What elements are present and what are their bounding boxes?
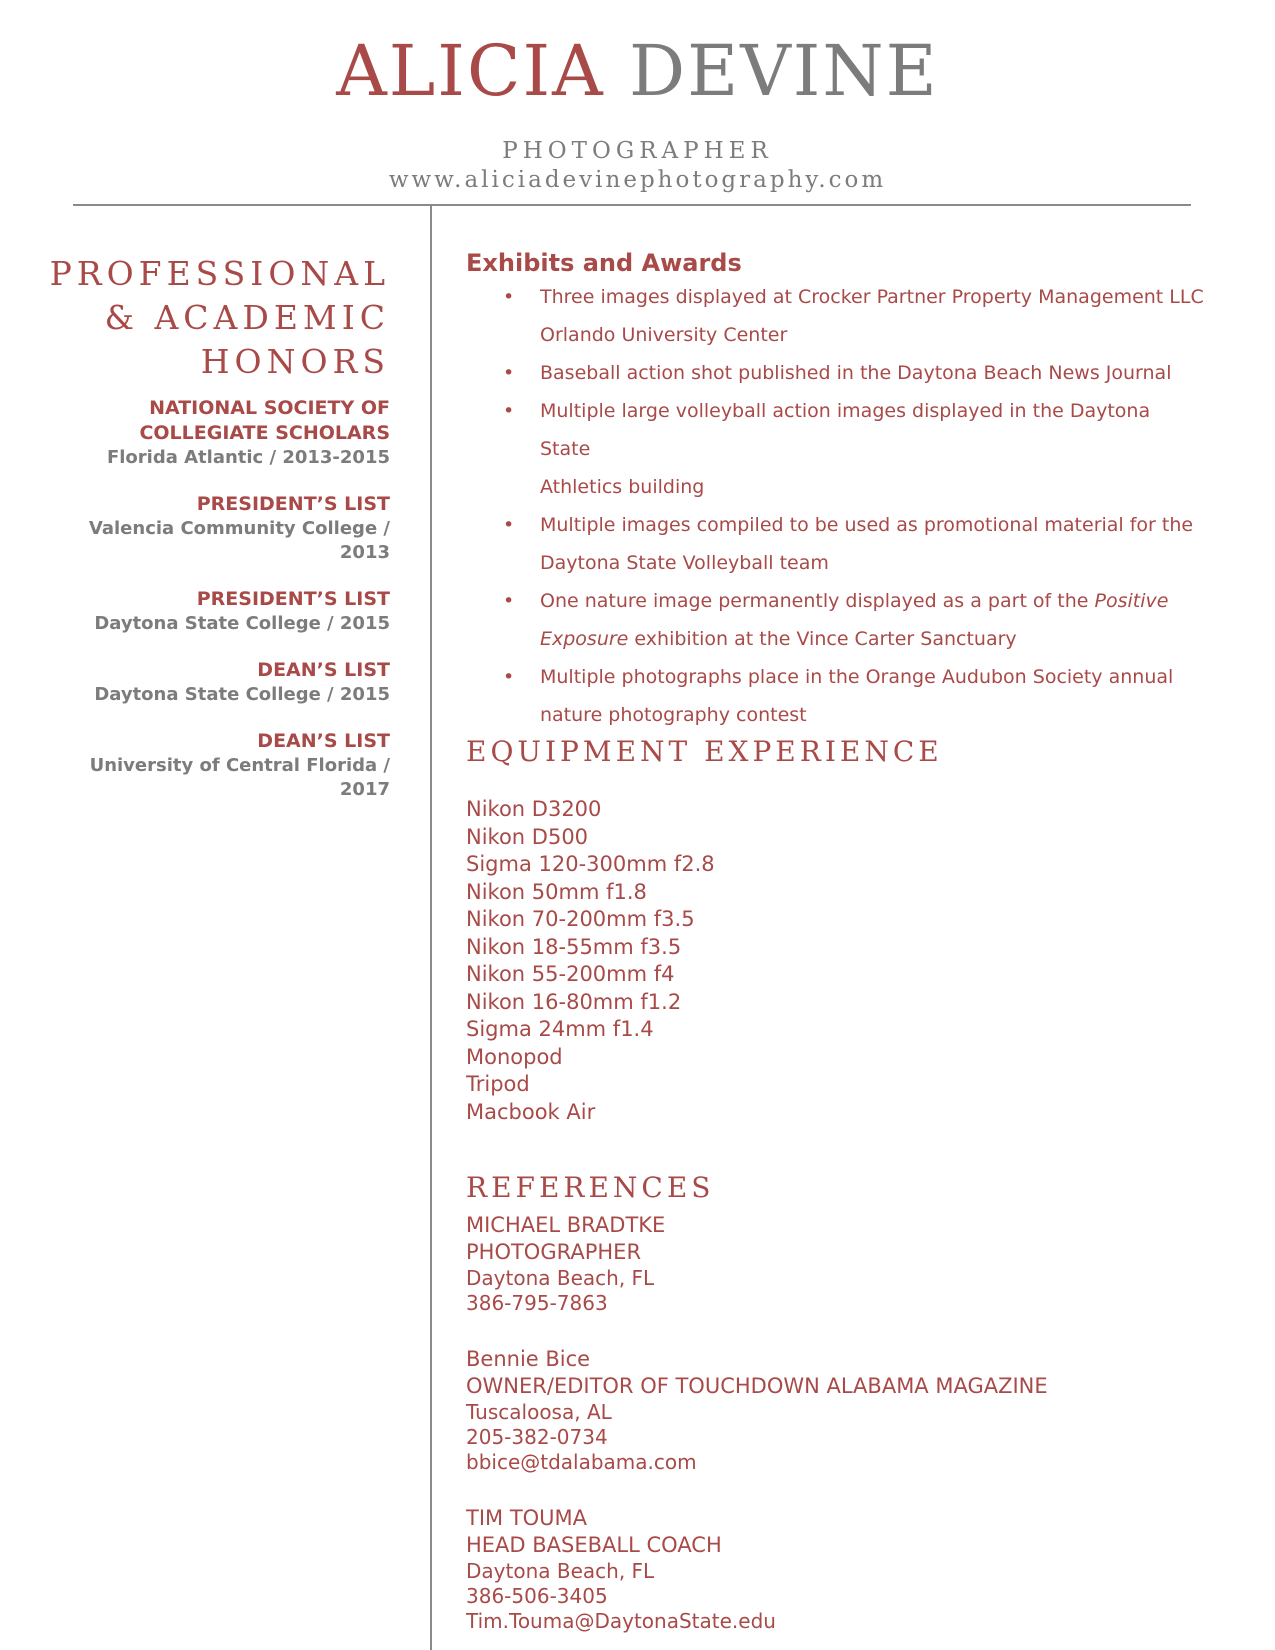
list-item: Nikon 70-200mm f3.5 bbox=[466, 907, 695, 931]
honor-item bbox=[40, 396, 390, 470]
bullet-icon: • bbox=[503, 400, 515, 422]
reference-role: OWNER/EDITOR OF TOUCHDOWN ALABAMA MAGAZINE bbox=[466, 1374, 1048, 1398]
reference-name: TIM TOUMA bbox=[466, 1506, 588, 1530]
honor-title: NATIONAL SOCIETY OF COLLEGIATE SCHOLARS bbox=[139, 397, 390, 444]
honor-title: PRESIDENT’S LIST bbox=[196, 493, 390, 515]
reference-entry bbox=[466, 1212, 1206, 1316]
honor-item bbox=[40, 492, 390, 565]
honor-detail: Daytona State College / 2015 bbox=[94, 613, 390, 634]
bullet-icon: • bbox=[503, 362, 515, 384]
reference-name: MICHAEL BRADTKE bbox=[466, 1213, 666, 1237]
reference-location: Daytona Beach, FL bbox=[466, 1266, 655, 1290]
references-heading: REFERENCES bbox=[466, 1171, 715, 1204]
honor-title: DEAN’S LIST bbox=[257, 730, 390, 752]
list-item: Macbook Air bbox=[466, 1099, 596, 1124]
exhibition-title: Positive bbox=[1094, 590, 1169, 612]
header-divider bbox=[73, 204, 1191, 206]
honor-detail: Florida Atlantic / 2013-2015 bbox=[106, 447, 390, 468]
list-item: • One nature image permanently displayed as a part of the Positive Exposure exhibition at the Vince Carter Sanctuary bbox=[466, 582, 1206, 658]
honor-item bbox=[40, 729, 390, 802]
honor-detail: Valencia Community College / 2013 bbox=[88, 518, 390, 563]
list-item: Sigma 24mm f1.4 bbox=[466, 1017, 654, 1041]
last-name: DEVINE bbox=[628, 30, 939, 112]
list-item: • Multiple photographs place in the Orange Audubon Society annual nature photography contest bbox=[466, 658, 1206, 734]
reference-phone: 386-795-7863 bbox=[466, 1291, 608, 1315]
list-item: Nikon 50mm f1.8 bbox=[466, 879, 647, 904]
honor-detail: Daytona State College / 2015 bbox=[94, 684, 390, 705]
bullet-icon: • bbox=[503, 514, 515, 536]
reference-location: Tuscaloosa, AL bbox=[466, 1400, 612, 1424]
list-item: Nikon D500 bbox=[466, 824, 589, 849]
reference-email[interactable]: bbice@tdalabama.com bbox=[466, 1450, 697, 1474]
reference-role: HEAD BASEBALL COACH bbox=[466, 1533, 722, 1557]
honor-item bbox=[40, 658, 390, 707]
bullet-icon: • bbox=[503, 666, 515, 688]
honor-title: DEAN’S LIST bbox=[257, 659, 390, 681]
list-item: • Multiple images compiled to be used as promotional material for the Daytona State Volleyball team bbox=[466, 506, 1206, 582]
reference-name: Bennie Bice bbox=[466, 1347, 591, 1371]
list-item: • Multiple large volleyball action images displayed in the Daytona State Athletics building bbox=[466, 392, 1206, 506]
honors-heading: PROFESSIONAL & ACADEMIC HONORS bbox=[49, 254, 390, 381]
name-heading bbox=[0, 30, 1275, 112]
honor-detail: University of Central Florida / 2017 bbox=[89, 755, 390, 800]
exhibition-title: Exposure bbox=[540, 628, 629, 650]
equipment-heading: EQUIPMENT EXPERIENCE bbox=[466, 735, 943, 768]
first-name: ALICIA bbox=[336, 30, 605, 112]
equipment-list bbox=[466, 796, 1206, 1126]
reference-email[interactable]: Tim.Touma@DaytonaState.edu bbox=[466, 1609, 776, 1633]
list-item: • Baseball action shot published in the Daytona Beach News Journal bbox=[466, 354, 1206, 392]
website-link[interactable]: www.aliciadevinephotography.com bbox=[388, 167, 887, 193]
honor-title: PRESIDENT’S LIST bbox=[196, 588, 390, 610]
honor-item bbox=[40, 587, 390, 636]
job-title: PHOTOGRAPHER bbox=[502, 138, 773, 164]
bullet-icon: • bbox=[503, 590, 515, 612]
reference-role: PHOTOGRAPHER bbox=[466, 1240, 642, 1264]
exhibits-list bbox=[466, 278, 1206, 734]
reference-entry bbox=[466, 1346, 1206, 1475]
honors-column bbox=[40, 252, 390, 824]
reference-phone: 386-506-3405 bbox=[466, 1584, 608, 1608]
list-item: Monopod bbox=[466, 1044, 563, 1069]
list-item: Nikon 16-80mm f1.2 bbox=[466, 989, 682, 1014]
column-divider bbox=[430, 205, 432, 1650]
list-item: Tripod bbox=[466, 1072, 530, 1096]
list-item: Nikon D3200 bbox=[466, 797, 602, 821]
list-item: Nikon 55-200mm f4 bbox=[466, 962, 675, 986]
main-column bbox=[466, 248, 1206, 1634]
bullet-icon: • bbox=[503, 286, 515, 308]
list-item: • Three images displayed at Crocker Partner Property Management LLC Orlando University Center bbox=[466, 278, 1206, 354]
reference-phone: 205-382-0734 bbox=[466, 1425, 608, 1449]
reference-location: Daytona Beach, FL bbox=[466, 1559, 655, 1583]
list-item: Nikon 18-55mm f3.5 bbox=[466, 934, 682, 959]
exhibits-heading: Exhibits and Awards bbox=[466, 249, 742, 277]
reference-entry bbox=[466, 1505, 1206, 1634]
list-item: Sigma 120-300mm f2.8 bbox=[466, 852, 715, 876]
